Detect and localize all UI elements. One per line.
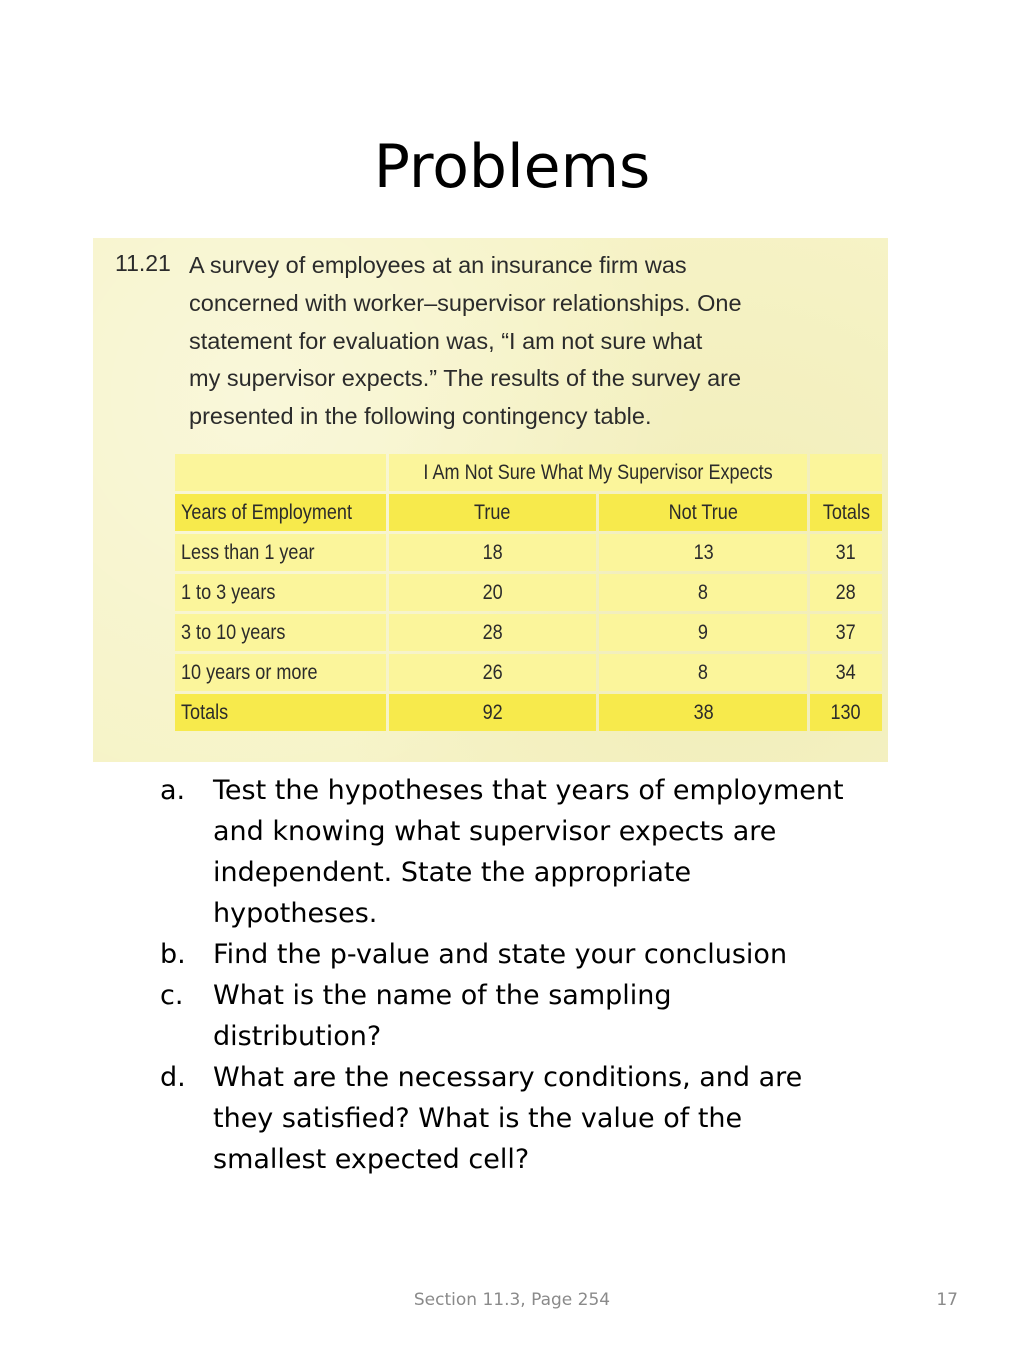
question-item — [160, 975, 880, 1057]
table-totals-row — [175, 694, 882, 731]
table-row — [175, 534, 882, 571]
table-header-text: Totals — [822, 500, 870, 524]
table-cell — [599, 654, 807, 691]
table-group-header-text: I Am Not Sure What My Supervisor Expects — [423, 460, 773, 484]
table-cell — [389, 534, 597, 571]
contingency-table — [172, 451, 885, 734]
question-list — [160, 770, 880, 1180]
table-header-text: Years of Employment — [181, 500, 352, 524]
question-line: Test the hypotheses that years of employment — [213, 775, 844, 806]
table-corner-cell — [175, 454, 386, 491]
table-cell — [389, 574, 597, 611]
problem-line: concerned with worker–supervisor relationships. One — [189, 289, 742, 316]
table-cell — [175, 694, 386, 731]
table-cell — [175, 534, 386, 571]
table-row — [175, 654, 882, 691]
table-cell — [599, 694, 807, 731]
table-header-cell — [389, 494, 597, 531]
cell-value: 9 — [698, 620, 709, 644]
cell-value: 37 — [835, 620, 857, 644]
table-cell — [389, 654, 597, 691]
cell-value: 8 — [698, 580, 709, 604]
question-marker: d. — [160, 1062, 186, 1093]
table-header-cell — [810, 494, 882, 531]
table-cell — [810, 534, 882, 571]
table-corner-cell — [810, 454, 882, 491]
question-line: they satisfied? What is the value of the — [213, 1103, 743, 1134]
question-line: hypotheses. — [213, 898, 378, 929]
table-header-text: True — [474, 500, 511, 524]
question-line: Find the p-value and state your conclusion — [213, 939, 788, 970]
problem-line: my supervisor expects.” The results of the survey are — [189, 365, 742, 392]
table-cell — [810, 694, 882, 731]
table-cell — [389, 694, 597, 731]
table-cell — [810, 574, 882, 611]
question-line: smallest expected cell? — [213, 1144, 530, 1175]
slide-footer: Section 11.3, Page 254 — [413, 1290, 611, 1310]
cell-value: 130 — [830, 700, 862, 724]
table-cell — [810, 614, 882, 651]
table-row — [175, 614, 882, 651]
table-cell — [175, 654, 386, 691]
table-group-header — [389, 454, 807, 491]
problem-number: 11.21 — [115, 250, 171, 276]
cell-value: 28 — [482, 620, 503, 644]
cell-value: 18 — [482, 540, 503, 564]
textbook-excerpt — [93, 238, 888, 762]
table-header-row — [175, 494, 882, 531]
table-cell — [599, 614, 807, 651]
row-label: Less than 1 year — [181, 540, 315, 564]
table-group-header-row — [175, 454, 882, 491]
cell-value: 38 — [693, 700, 714, 724]
question-item — [160, 770, 880, 934]
question-line: What are the necessary conditions, and are — [213, 1062, 803, 1093]
cell-value: 92 — [482, 700, 503, 724]
cell-value: 28 — [835, 580, 857, 604]
row-label: Totals — [181, 700, 229, 724]
question-marker: b. — [160, 939, 186, 970]
cell-value: 26 — [482, 660, 503, 684]
slide-title: Problems — [373, 132, 651, 202]
cell-value: 8 — [698, 660, 709, 684]
table-header-cell — [599, 494, 807, 531]
table-row — [175, 574, 882, 611]
question-marker: c. — [160, 980, 184, 1011]
question-item — [160, 1057, 880, 1180]
row-label: 1 to 3 years — [181, 580, 276, 604]
problem-line: statement for evaluation was, “I am not sure what — [189, 327, 703, 354]
cell-value: 31 — [835, 540, 857, 564]
question-item — [160, 934, 880, 975]
slide-page-number: 17 — [936, 1290, 958, 1310]
cell-value: 34 — [835, 660, 857, 684]
table-cell — [175, 574, 386, 611]
table-cell — [599, 534, 807, 571]
table-header-cell — [175, 494, 386, 531]
cell-value: 13 — [693, 540, 714, 564]
question-line: and knowing what supervisor expects are — [213, 816, 777, 847]
question-line: independent. State the appropriate — [213, 857, 692, 888]
table-cell — [599, 574, 807, 611]
problem-statement — [189, 247, 859, 436]
cell-value: 20 — [482, 580, 503, 604]
row-label: 3 to 10 years — [181, 620, 286, 644]
question-line: What is the name of the sampling — [213, 980, 672, 1011]
table-cell — [810, 654, 882, 691]
table-cell — [389, 614, 597, 651]
table-header-text: Not True — [668, 500, 738, 524]
problem-line: A survey of employees at an insurance firm was — [189, 252, 687, 278]
row-label: 10 years or more — [181, 660, 318, 684]
question-marker: a. — [160, 775, 186, 806]
question-line: distribution? — [213, 1021, 382, 1052]
table-cell — [175, 614, 386, 651]
problem-line: presented in the following contingency table. — [189, 403, 652, 430]
